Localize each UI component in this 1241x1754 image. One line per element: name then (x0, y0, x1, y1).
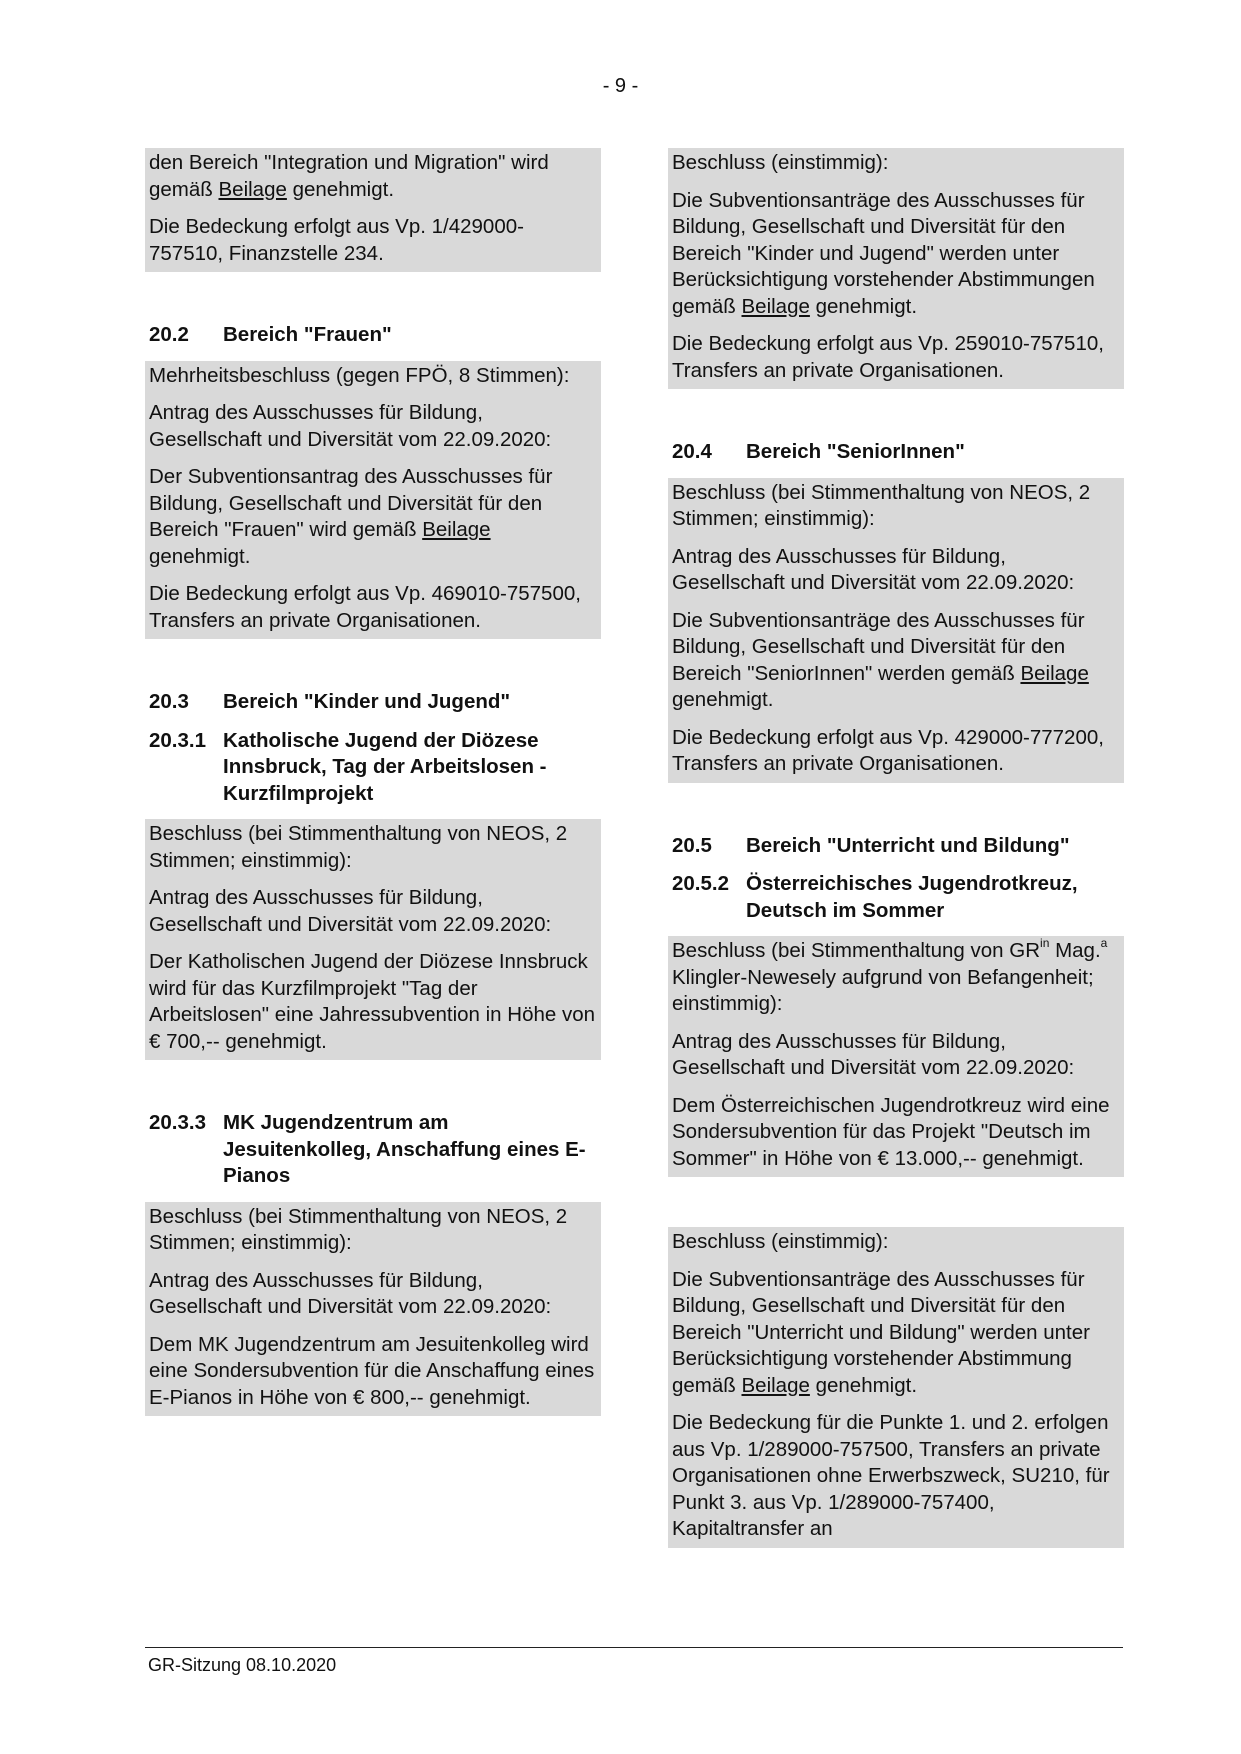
section-title: Katholische Jugend der Diözese Innsbruck, Tag der Arbeitslosen - Kurzfilmprojekt (223, 728, 547, 805)
section-number: 20.4 (672, 440, 712, 463)
text: genehmigt. (149, 544, 251, 568)
footer-divider (145, 1647, 1123, 1648)
section-heading-20-2 (145, 322, 601, 349)
katholische-jugend-decision-box (145, 819, 601, 1060)
paragraph: Beschluss (einstimmig): (672, 151, 889, 174)
paragraph: Die Bedeckung erfolgt aus Vp. 259010-757510, Transfers an private Organisationen. (672, 332, 1104, 382)
section-title: MK Jugendzentrum am Jesuitenkolleg, Anschaffung eines E-Pianos (223, 1111, 586, 1187)
paragraph (149, 462, 597, 579)
paragraph (149, 148, 597, 212)
beilage-link[interactable]: Beilage (218, 177, 287, 201)
paragraph: Mehrheitsbeschluss (gegen FPÖ, 8 Stimmen): (149, 363, 570, 387)
section-number: 20.3.1 (149, 728, 206, 752)
text: genehmigt. (809, 1373, 918, 1397)
paragraph: Beschluss (bei Stimmenthaltung von NEOS, 2 Stimmen; einstimmig): (672, 480, 1091, 530)
text: Der Subventionsantrag des Ausschusses für Bildung, Gesellschaft und Diversität für den Bereich "Frauen" wird gemäß (149, 465, 553, 541)
integration-decision-box (145, 148, 601, 272)
text: Mag. (1049, 939, 1101, 962)
seniorinnen-decision-box (668, 478, 1124, 783)
section-heading-20-5 (668, 833, 1124, 860)
paragraph: Beschluss (bei Stimmenthaltung von NEOS, 2 Stimmen; einstimmig): (149, 822, 568, 872)
paragraph: Beschluss (einstimmig): (672, 1230, 889, 1253)
section-number: 20.2 (149, 323, 189, 346)
left-column (145, 148, 601, 1416)
text: Beschluss (bei Stimmenthaltung von GR (672, 939, 1041, 962)
kinder-jugend-total-decision-box (668, 148, 1124, 389)
text: Die Subventionsanträge des Ausschusses für Bildung, Gesellschaft und Diversität für den Bereich "SeniorInnen" werden gemäß (672, 608, 1085, 685)
section-title: Bereich "SeniorInnen" (746, 440, 965, 463)
text: genehmigt. (286, 177, 395, 201)
section-title: Bereich "Kinder und Jugend" (223, 690, 511, 713)
superscript: in (1040, 936, 1050, 951)
jugendrotkreuz-decision-box (668, 936, 1124, 1177)
section-heading-20-3-1 (145, 728, 601, 808)
section-heading-20-4 (668, 439, 1124, 466)
superscript: a (1100, 936, 1108, 951)
text: genehmigt. (672, 688, 774, 711)
paragraph: Der Katholischen Jugend der Diözese Innsbruck wird für das Kurzfilmprojekt "Tag der Arbeitslosen" eine Jahressubvention in Höhe von € 700,-- genehmigt. (149, 950, 596, 1053)
section-title: Bereich "Unterricht und Bildung" (746, 833, 1070, 857)
paragraph: Dem Österreichischen Jugendrotkreuz wird eine Sondersubvention für das Projekt "Deutsch im Sommer" in Höhe von € 13.000,-- genehmigt. (672, 1093, 1110, 1170)
section-heading-20-3 (145, 689, 601, 716)
section-title: Bereich "Frauen" (223, 323, 392, 346)
text: Klingler-Newesely aufgrund von Befangenheit; einstimmig): (672, 965, 1094, 1015)
paragraph (672, 186, 1120, 330)
text: Die Subventionsanträge des Ausschusses für Bildung, Gesellschaft und Diversität für den Bereich "Kinder und Jugend" werden unter Berücksichtigung vorstehender Abstimmungen gemäß (672, 188, 1095, 318)
mk-jugendzentrum-decision-box (145, 1202, 601, 1417)
section-number: 20.3.3 (149, 1111, 206, 1134)
text: genehmigt. (809, 294, 918, 318)
text: den Bereich "Integration und Migration" wird gemäß (149, 151, 549, 201)
paragraph (672, 936, 1120, 1027)
beilage-link[interactable]: Beilage (422, 518, 491, 541)
paragraph: Antrag des Ausschusses für Bildung, Gesellschaft und Diversität vom 22.09.2020: (672, 544, 1075, 594)
beilage-link[interactable]: Beilage (741, 1373, 810, 1397)
paragraph: Antrag des Ausschusses für Bildung, Gesellschaft und Diversität vom 22.09.2020: (672, 1029, 1075, 1079)
paragraph: Die Bedeckung erfolgt aus Vp. 429000-777200, Transfers an private Organisationen. (672, 725, 1104, 775)
text: Die Subventionsanträge des Ausschusses für Bildung, Gesellschaft und Diversität für den Bereich "Unterricht und Bildung" werden unter Berücksichtigung vorstehender Abstimmung gemäß (672, 1267, 1090, 1397)
paragraph: Die Bedeckung erfolgt aus Vp. 1/429000-757510, Finanzstelle 234. (149, 215, 524, 265)
frauen-decision-box (145, 361, 601, 640)
right-column (668, 148, 1124, 1548)
section-heading-20-5-2 (668, 871, 1124, 924)
paragraph: Die Bedeckung erfolgt aus Vp. 469010-757500, Transfers an private Organisationen. (149, 582, 581, 632)
paragraph: Dem MK Jugendzentrum am Jesuitenkolleg wird eine Sondersubvention für die Anschaffung eines E-Pianos in Höhe von € 800,-- genehmigt. (149, 1332, 595, 1409)
paragraph (672, 1265, 1120, 1409)
section-title: Österreichisches Jugendrotkreuz, Deutsch im Sommer (746, 872, 1078, 922)
section-number: 20.5 (672, 833, 712, 857)
paragraph: Antrag des Ausschusses für Bildung, Gesellschaft und Diversität vom 22.09.2020: (149, 886, 552, 936)
paragraph (672, 606, 1120, 723)
paragraph: Antrag des Ausschusses für Bildung, Gesellschaft und Diversität vom 22.09.2020: (149, 1268, 552, 1318)
unterricht-total-decision-box (668, 1227, 1124, 1548)
section-heading-20-3-3 (145, 1110, 601, 1190)
paragraph: Beschluss (bei Stimmenthaltung von NEOS, 2 Stimmen; einstimmig): (149, 1204, 568, 1254)
section-number: 20.5.2 (672, 872, 729, 895)
page-number: - 9 - (602, 75, 639, 97)
beilage-link[interactable]: Beilage (741, 294, 810, 318)
section-number: 20.3 (149, 690, 189, 713)
footer-text: GR-Sitzung 08.10.2020 (148, 1655, 337, 1675)
paragraph: Die Bedeckung für die Punkte 1. und 2. erfolgen aus Vp. 1/289000-757500, Transfers an private Organisationen ohne Erwerbszweck, SU210, für Punkt 3. aus Vp. 1/289000-757400, Kapitaltransfer an (672, 1411, 1110, 1540)
beilage-link[interactable]: Beilage (1020, 661, 1089, 685)
paragraph: Antrag des Ausschusses für Bildung, Gesellschaft und Diversität vom 22.09.2020: (149, 401, 552, 451)
